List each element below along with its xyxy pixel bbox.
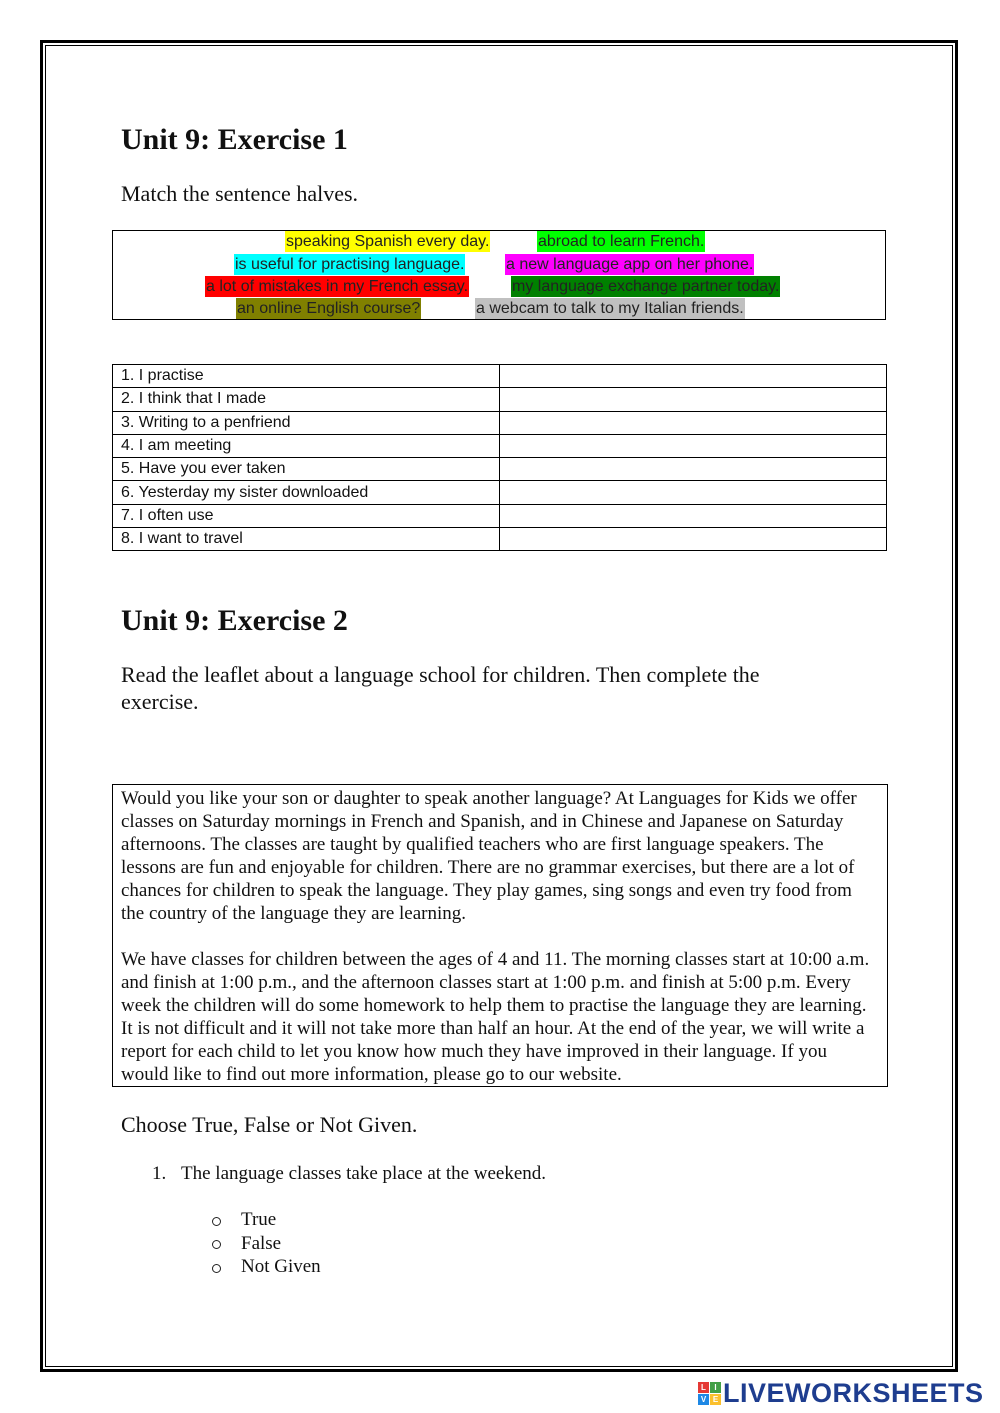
option-label: False [241,1232,282,1254]
word-bank-chip[interactable]: a new language app on her phone. [506,256,754,273]
liveworksheets-logo [698,1378,984,1408]
liveworksheets-logo-icon: L I V E [698,1382,721,1405]
option-true[interactable] [212,1208,321,1232]
exercise1-instruction: Match the sentence halves. [121,181,359,206]
word-bank [112,230,886,320]
word-bank-chip[interactable]: speaking Spanish every day. [286,233,490,250]
sentence-start: 6. Yesterday my sister downloaded [113,481,500,504]
leaflet-paragraph: We have classes for children between the ages of 4 and 11. The morning classes start at 10:00 a.m. and finish at 1:00 p.m., and the afternoon classes start at 1:00 p.m. and finish at 5:00 p.m. Every week the children will do some homework to help them to practise the language they are learning. It is not difficult and it will not take more than half an hour. At the end of the year, we will write a report for each child to let you know how much they have improved in their language. If you would like to find out more information, please go to our website. [121,949,870,1085]
answer-drop-zone[interactable] [500,411,887,434]
leaflet-paragraph: Would you like your son or daughter to speak another language? At Languages for Kids we offer classes on Saturday mornings in French and Spanish, and in Chinese and Japanese on Saturday afternoons. The classes are taught by qualified teachers who are first language speakers. The lessons are fun and enjoyable for children. There are no grammar exercises, but there are a lot of chances for children to speak the language. They play games, sing songs and even try food from the country of the language they are learning. [121,788,857,924]
table-row [113,388,887,411]
leaflet-text-box [112,784,888,1087]
answer-drop-zone[interactable] [500,481,887,504]
answer-drop-zone[interactable] [500,434,887,457]
answer-drop-zone[interactable] [500,365,887,388]
option-false[interactable] [212,1232,321,1256]
word-bank-chip[interactable]: an online English course? [237,300,421,317]
word-bank-chip[interactable]: my language exchange partner today. [512,278,780,295]
sentence-start: 5. Have you ever taken [113,458,500,481]
word-bank-chip[interactable]: a lot of mistakes in my French essay. [206,278,469,295]
question-text: The language classes take place at the weekend. [181,1163,547,1184]
option-label: Not Given [241,1256,321,1277]
table-row [113,365,887,388]
exercise2-title: Unit 9: Exercise 2 [121,604,348,637]
exercise1-title: Unit 9: Exercise 1 [121,123,348,156]
answer-drop-zone[interactable] [500,388,887,411]
sentence-start: 2. I think that I made [113,388,500,411]
sentence-start: 8. I want to travel [113,528,500,551]
table-row [113,504,887,527]
option-label: True [241,1209,277,1230]
radio-circle-icon[interactable] [212,1240,221,1249]
table-row [113,528,887,551]
table-row [113,458,887,481]
answer-options [212,1208,321,1279]
answer-drop-zone[interactable] [500,458,887,481]
answer-drop-zone[interactable] [500,504,887,527]
radio-circle-icon[interactable] [212,1264,221,1273]
sentence-start: 7. I often use [113,504,500,527]
word-bank-chip[interactable]: abroad to learn French. [538,233,705,250]
table-row [113,411,887,434]
radio-circle-icon[interactable] [212,1217,221,1226]
table-row [113,434,887,457]
task-instruction: Choose True, False or Not Given. [121,1112,418,1137]
question-1 [152,1162,546,1185]
table-row [113,481,887,504]
sentence-start: 4. I am meeting [113,434,500,457]
option-not-given[interactable] [212,1255,321,1279]
sentence-start: 3. Writing to a penfriend [113,411,500,434]
matching-table [112,364,887,551]
answer-drop-zone[interactable] [500,528,887,551]
brand-name: LIVEWORKSHEETS [723,1377,984,1408]
sentence-start: 1. I practise [113,365,500,388]
word-bank-chip[interactable]: is useful for practising language. [235,256,465,273]
exercise2-instruction: Read the leaflet about a language school for children. Then complete the exercise. [121,662,760,714]
question-number: 1. [152,1163,167,1184]
word-bank-chip[interactable]: a webcam to talk to my Italian friends. [476,300,744,317]
